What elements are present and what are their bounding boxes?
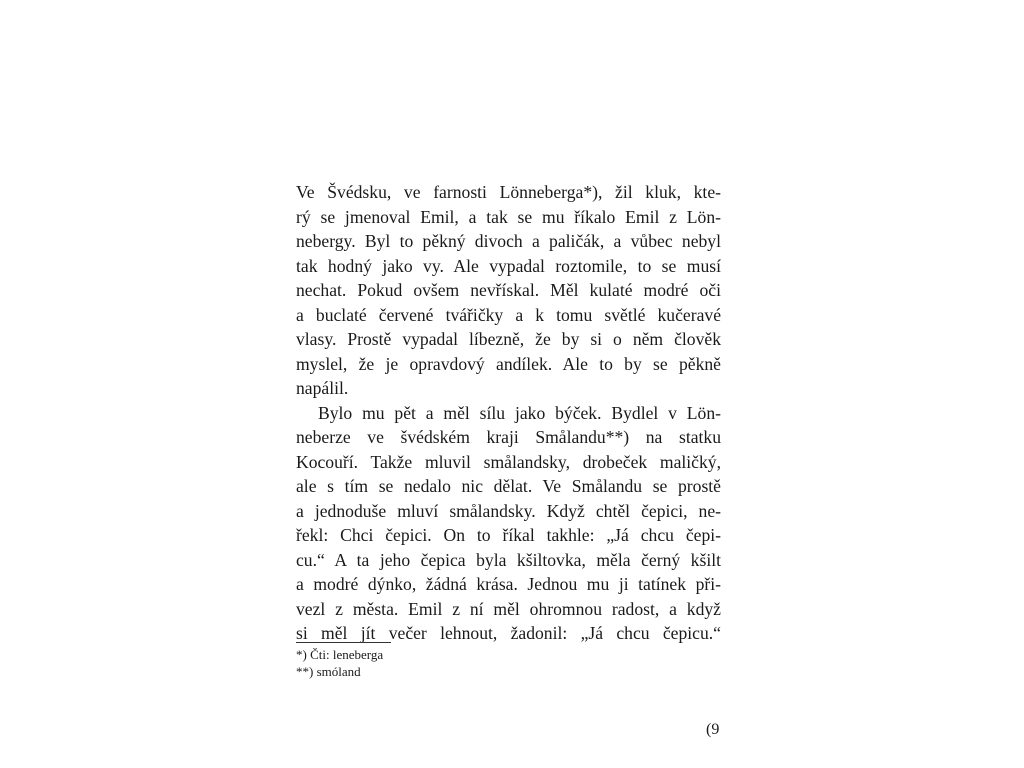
text-line: cu.“ A ta jeho čepica byla kšiltovka, měla černý kšilt bbox=[296, 549, 721, 570]
page-number: (9 bbox=[706, 721, 720, 738]
footnote: **) smóland bbox=[296, 664, 361, 679]
text-line: a modré dýnko, žádná krása. Jednou mu ji tatínek při- bbox=[296, 574, 721, 594]
text-line: si měl jít večer lehnout, žadonil: „Já chcu čepicu.“ bbox=[296, 623, 721, 643]
text-line: neberze ve švédském kraji Smålandu**) na statku bbox=[296, 427, 721, 447]
text-line: Kocouří. Takže mluvil smålandsky, drobeček maličký, bbox=[296, 451, 721, 472]
text-line: Bylo mu pět a měl sílu jako býček. Bydlel v Lön- bbox=[318, 402, 721, 423]
text-line: a jednoduše mluví smålandsky. Když chtěl čepici, ne- bbox=[296, 500, 721, 521]
footnote-divider bbox=[296, 642, 391, 643]
footnote: *) Čti: leneberga bbox=[296, 647, 384, 662]
text-line: nechat. Pokud ovšem nevřískal. Měl kulaté modré oči bbox=[296, 280, 721, 300]
text-line: tak hodný jako vy. Ale vypadal roztomile, to se musí bbox=[296, 255, 721, 276]
text-line: napálil. bbox=[296, 378, 349, 398]
text-line: ale s tím se nedalo nic dělat. Ve Smålandu se prostě bbox=[296, 476, 721, 496]
text-line: rý se jmenoval Emil, a tak se mu říkalo Emil z Lön- bbox=[296, 206, 721, 227]
text-line: řekl: Chci čepici. On to říkal takhle: „Já chcu čepi- bbox=[296, 525, 721, 545]
text-line: nebergy. Byl to pěkný divoch a paličák, a vůbec nebyl bbox=[296, 231, 721, 251]
text-line: vlasy. Prostě vypadal líbezně, že by si o něm člověk bbox=[296, 329, 721, 349]
footnotes bbox=[296, 646, 596, 680]
text-line: myslel, že je opravdový andílek. Ale to by se pěkně bbox=[296, 353, 721, 374]
main-text bbox=[296, 180, 721, 646]
text-line: Ve Švédsku, ve farnosti Lönneberga*), žil kluk, kte- bbox=[296, 182, 721, 202]
text-line: vezl z města. Emil z ní měl ohromnou radost, a když bbox=[296, 598, 721, 619]
text-line: a buclaté červené tvářičky a k tomu světlé kučeravé bbox=[296, 304, 721, 325]
